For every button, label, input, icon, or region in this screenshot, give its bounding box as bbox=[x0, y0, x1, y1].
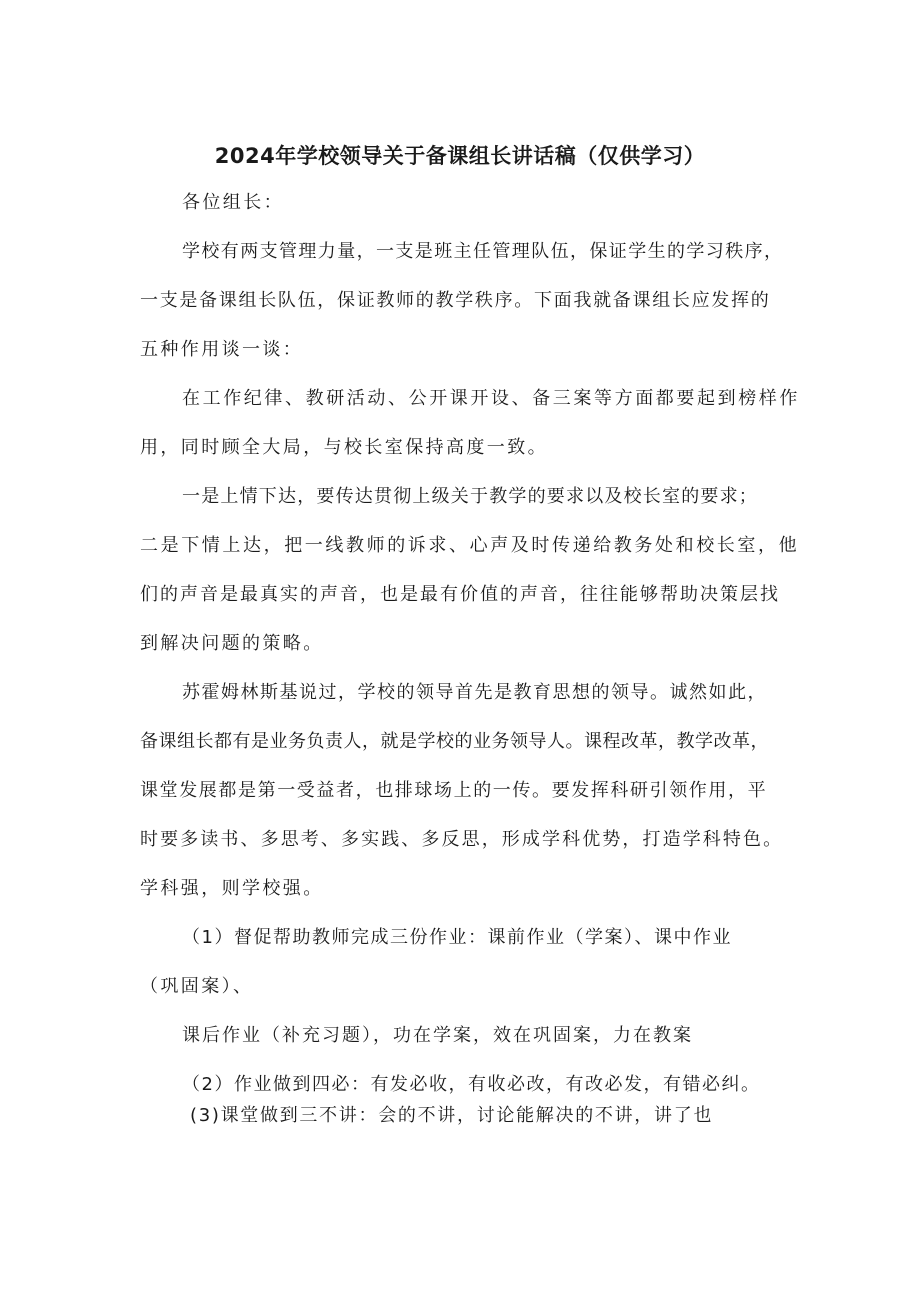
paragraph-line: 时要多读书、多思考、多实践、多反思，形成学科优势，打造学科特色。 bbox=[140, 829, 784, 850]
paragraph-line: 一支是备课组长队伍，保证教师的教学秩序。下面我就备课组长应发挥的 bbox=[140, 290, 771, 311]
paragraph-line: 五种作用谈一谈： bbox=[140, 339, 304, 360]
salutation-line: 各位组长： bbox=[182, 192, 284, 213]
list-item-line: （1）督促帮助教师完成三份作业：课前作业（学案）、课中作业 bbox=[182, 927, 732, 948]
paragraph-line: 们的声音是最真实的声音，也是最有价值的声音，往往能够帮助决策层找 bbox=[140, 584, 780, 605]
list-item-line: 课后作业（补充习题），功在学案，效在巩固案，力在教案 bbox=[182, 1025, 693, 1046]
paragraph-line: 苏霍姆林斯基说过，学校的领导首先是教育思想的领导。诚然如此， bbox=[182, 682, 767, 703]
paragraph-line: 在工作纪律、教研活动、公开课开设、备三案等方面都要起到榜样作 bbox=[182, 388, 800, 409]
paragraph-line: 到解决问题的策略。 bbox=[140, 633, 324, 654]
paragraph-line: 一是上情下达，要传达贯彻上级关于教学的要求以及校长室的要求； bbox=[182, 486, 758, 507]
list-item-line: (3)课堂做到三不讲：会的不讲，讨论能解决的不讲，讲了也 bbox=[190, 1105, 714, 1126]
list-item-line: （2）作业做到四必：有发必收，有收必改，有改必发，有错必纠。 bbox=[182, 1074, 761, 1095]
paragraph-line: 学校有两支管理力量，一支是班主任管理队伍，保证学生的学习秩序， bbox=[182, 241, 784, 262]
paragraph-line: 用，同时顾全大局，与校长室保持高度一致。 bbox=[140, 437, 548, 458]
document-title: 2024年学校领导关于备课组长讲话稿（仅供学习） bbox=[214, 144, 706, 168]
list-item-line: （巩固案）、 bbox=[140, 976, 254, 997]
paragraph-line: 二是下情上达，把一线教师的诉求、心声及时传递给教务处和校长室，他 bbox=[140, 535, 800, 556]
paragraph-line: 学科强，则学校强。 bbox=[140, 878, 324, 899]
paragraph-line: 课堂发展都是第一受益者，也排球场上的一传。要发挥科研引领作用，平 bbox=[140, 780, 768, 801]
paragraph-line: 备课组长都有是业务负责人，就是学校的业务领导人。课程改革，教学改革， bbox=[140, 731, 769, 752]
